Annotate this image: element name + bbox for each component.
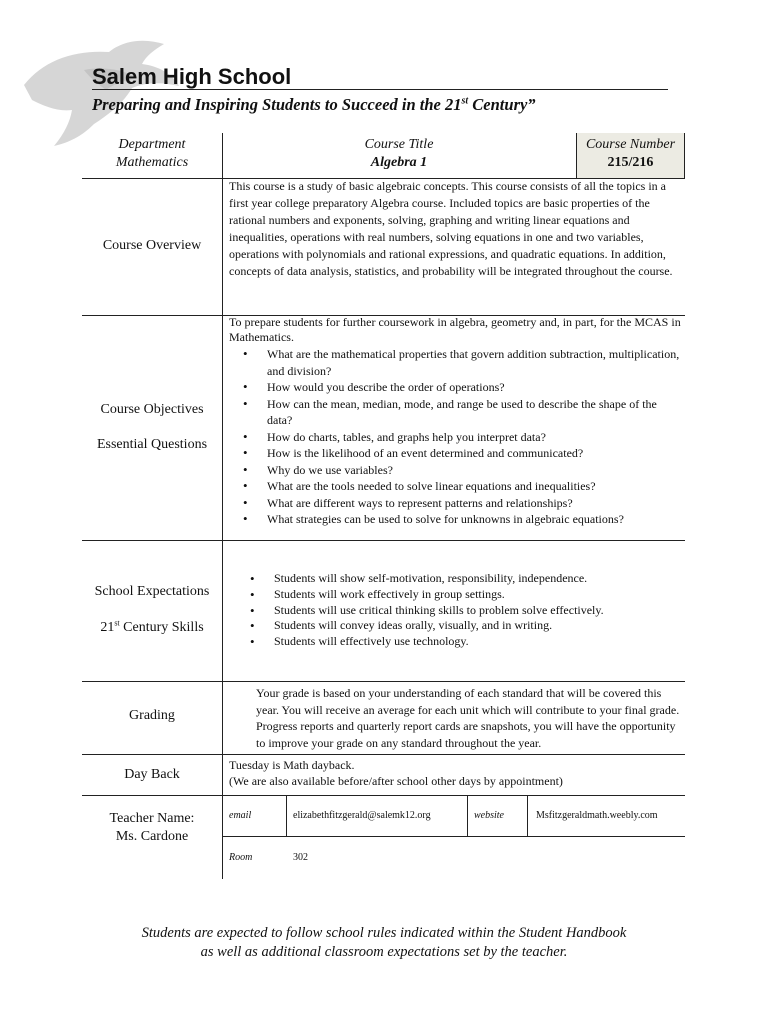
- essential-questions-list: [229, 346, 681, 528]
- dayback-text: [229, 757, 681, 789]
- overview-label: Course Overview: [102, 238, 202, 253]
- department-label: Department: [118, 137, 186, 152]
- row-divider: [82, 681, 685, 682]
- footer-line: Students are expected to follow school rules indicated within the Student Handbook: [141, 925, 627, 941]
- list-item: • Students will show self-motivation, responsibility, independence.: [236, 571, 684, 587]
- list-item: • Why do we use variables?: [229, 462, 681, 479]
- list-item: • What are the mathematical properties that govern addition subtraction, multiplication, and division?: [229, 346, 681, 379]
- wildcat-logo-watermark: [14, 30, 184, 150]
- dayback-note: (We are also available before/after school other days by appointment): [229, 774, 563, 788]
- table-column-divider: [222, 133, 223, 879]
- essential-questions-label: Essential Questions: [96, 437, 208, 452]
- list-item: • How is the likelihood of an event determined and communicated?: [229, 445, 681, 462]
- list-item: • What are different ways to represent patterns and relationships?: [229, 495, 681, 512]
- email-label: email: [229, 810, 252, 821]
- row-divider: [82, 795, 685, 796]
- century-skills-label: 21st Century Skills: [100, 618, 204, 635]
- course-number-value: 215/216: [607, 155, 654, 170]
- list-item: • Students will effectively use technology.: [236, 634, 684, 650]
- row-divider: [82, 540, 685, 541]
- list-item: • Students will convey ideas orally, visually, and in writing.: [236, 618, 684, 634]
- list-item: • What strategies can be used to solve for unknowns in algebraic equations?: [229, 511, 681, 528]
- website-value[interactable]: Msfitzgeraldmath.weebly.com: [536, 810, 658, 821]
- contact-divider: [286, 795, 287, 836]
- footer-line: as well as additional classroom expectations set by the teacher.: [200, 944, 568, 960]
- website-label: website: [474, 810, 504, 821]
- school-expectations-label: School Expectations: [94, 584, 210, 599]
- teacher-name-label: Teacher Name:: [109, 811, 195, 826]
- expectations-list: [236, 571, 684, 650]
- grading-text: Your grade is based on your understanding of each standard that will be covered this year. You will receive an average for each unit which will contribute to your final grade. Progress reports and quarterly report cards are snapshots, you will have the opportunity to improve your grade on any standard throughout the year.: [256, 686, 680, 750]
- footer-note: [0, 924, 768, 962]
- room-value: 302: [293, 852, 308, 863]
- department-value: Mathematics: [115, 155, 189, 170]
- objectives-intro: To prepare students for further coursework in algebra, geometry and, in part, for the MCAS in Mathematics.: [229, 315, 681, 344]
- dayback-line: Tuesday is Math dayback.: [229, 758, 355, 772]
- list-item: • What are the tools needed to solve linear equations and inequalities?: [229, 478, 681, 495]
- contact-divider: [527, 795, 528, 836]
- room-label: Room: [229, 852, 253, 863]
- overview-text: This course is a study of basic algebraic concepts. This course consists of all the topics in a first year college preparatory Algebra course. Included topics are basic properties of the rational numbers and exponents, solving, graphing and writing linear equations and inequalities, operations with real numbers, solving equations in one and two variables, operations with polynomials and rational expressions, and quadratic equations. In addition, concepts of data analysis, statistics, and probability will be integrated throughout the course.: [229, 179, 673, 278]
- dayback-label: Day Back: [124, 767, 180, 782]
- course-title-value: Algebra 1: [370, 155, 428, 170]
- contact-divider: [467, 795, 468, 836]
- school-name: Salem High School: [92, 64, 292, 89]
- course-number-text: [576, 136, 685, 172]
- list-item: • Students will use critical thinking skills to problem solve effectively.: [236, 603, 684, 619]
- grading-label: Grading: [129, 708, 175, 723]
- course-title-label: Course Title: [364, 137, 434, 152]
- course-title-cell: [222, 136, 576, 172]
- title-divider: [92, 89, 668, 90]
- department-cell: [82, 136, 222, 172]
- row-divider: [222, 836, 685, 837]
- list-item: • Students will work effectively in group settings.: [236, 587, 684, 603]
- teacher-name: Ms. Cardone: [115, 829, 189, 844]
- school-motto: Preparing and Inspiring Students to Succeed in the 21st Century”: [92, 95, 536, 114]
- list-item: • How do charts, tables, and graphs help you interpret data?: [229, 429, 681, 446]
- list-item: • How can the mean, median, mode, and range be used to describe the shape of the data?: [229, 396, 681, 429]
- objectives-label: Course Objectives: [100, 402, 204, 417]
- row-divider: [82, 754, 685, 755]
- email-value[interactable]: elizabethfitzgerald@salemk12.org: [293, 810, 431, 821]
- course-number-label: Course Number: [585, 137, 676, 152]
- list-item: • How would you describe the order of operations?: [229, 379, 681, 396]
